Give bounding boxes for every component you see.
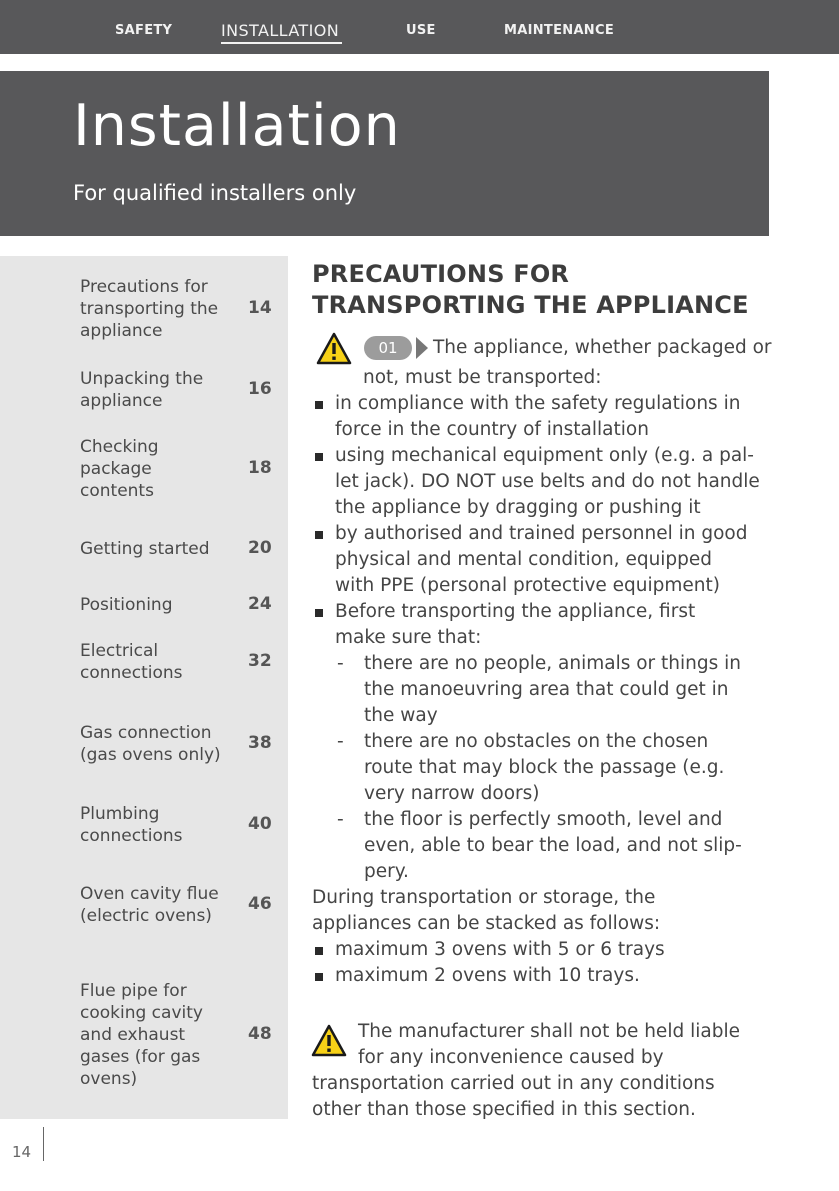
chapter-subtitle: For qualified installers only <box>73 181 357 205</box>
toc-item-label: Oven cavity flue <box>80 884 219 904</box>
sub-item-text: even, able to bear the load, and not slip- <box>364 835 742 856</box>
intro-text: The appliance, whether packaged or <box>433 337 772 358</box>
toc-item-label: appliance <box>80 321 163 341</box>
sub-item-text: there are no people, animals or things in <box>364 653 742 674</box>
toc-item-label: Checking <box>80 437 159 457</box>
bullet-text: let jack). DO NOT use belts and do not handle <box>335 471 760 492</box>
bullet-marker <box>315 453 323 461</box>
section-heading <box>312 259 749 321</box>
bullet-text: using mechanical equipment only (e.g. a pal- <box>335 445 754 466</box>
stacking-item-text: maximum 2 ovens with 10 trays. <box>335 965 640 986</box>
sub-item-text: the manoeuvring area that could get in <box>364 679 729 700</box>
toc-item-plumbing[interactable] <box>0 803 288 849</box>
stacking-intro-text: appliances can be stacked as follows: <box>312 913 661 934</box>
toc-item-gas-connection[interactable] <box>0 722 288 768</box>
toc-item-flue-pipe[interactable] <box>0 980 288 1092</box>
toc-item-label: cooking cavity <box>80 1003 203 1023</box>
toc-item-getting-started[interactable] <box>0 538 288 562</box>
section-heading-line: TRANSPORTING THE APPLIANCE <box>312 291 749 319</box>
section-heading-line: PRECAUTIONS FOR <box>312 260 570 288</box>
toc-item-label: (gas ovens only) <box>80 745 221 765</box>
toc-page-number: 48 <box>248 1024 272 1044</box>
sub-item-text: very narrow doors) <box>364 783 540 804</box>
warning-icon <box>316 332 352 365</box>
sub-item-text: there are no obstacles on the chosen <box>364 731 709 752</box>
toc-item-label: Getting started <box>80 539 210 559</box>
toc-item-label: Electrical <box>80 641 159 661</box>
toc-item-label: Precautions for <box>80 277 208 297</box>
toc-item-label: Gas connection <box>80 723 212 743</box>
sub-item-text: pery. <box>364 861 409 882</box>
dash-marker: - <box>337 653 344 674</box>
toc-item-label: ovens) <box>80 1069 138 1089</box>
sub-item-text: the floor is perfectly smooth, level and <box>364 809 723 830</box>
toc-item-unpacking[interactable] <box>0 368 288 414</box>
active-tab-underline <box>221 42 342 44</box>
bullet-text: make sure that: <box>335 627 482 648</box>
bullet-text: in compliance with the safety regulations in <box>335 393 741 414</box>
step-number-badge: 01 <box>364 336 412 360</box>
toc-item-label: connections <box>80 663 183 683</box>
bullet-text: the appliance by dragging or pushing it <box>335 497 701 518</box>
bullet-marker <box>315 401 323 409</box>
nav-tab-maintenance[interactable]: MAINTENANCE <box>504 23 615 38</box>
page-number: 14 <box>12 1143 32 1161</box>
toc-page-number: 20 <box>248 538 272 558</box>
toc-item-label: Positioning <box>80 595 173 615</box>
toc-item-label: contents <box>80 481 154 501</box>
bullet-text: with PPE (personal protective equipment) <box>335 575 721 596</box>
toc-page-number: 14 <box>248 298 272 318</box>
top-navigation <box>0 0 839 54</box>
dash-marker: - <box>337 809 344 830</box>
toc-item-label: transporting the <box>80 299 219 319</box>
nav-tab-use[interactable]: USE <box>406 23 436 38</box>
warning-text: for any inconvenience caused by <box>358 1047 664 1068</box>
bullet-text: physical and mental condition, equipped <box>335 549 713 570</box>
sub-item-text: the way <box>364 705 438 726</box>
toc-page-number: 18 <box>248 458 272 478</box>
toc-item-checking[interactable] <box>0 436 288 504</box>
bullet-text: by authorised and trained personnel in good <box>335 523 748 544</box>
warning-text: The manufacturer shall not be held liable <box>358 1021 740 1042</box>
toc-item-label: Flue pipe for <box>80 981 187 1001</box>
toc-item-label: appliance <box>80 391 163 411</box>
chapter-header <box>0 71 769 236</box>
toc-item-label: package <box>80 459 152 479</box>
stacking-item-text: maximum 3 ovens with 5 or 6 trays <box>335 939 665 960</box>
warning-text: transportation carried out in any conditions <box>312 1073 715 1094</box>
toc-page-number: 46 <box>248 894 272 914</box>
bullet-marker <box>315 973 323 981</box>
stacking-intro-text: During transportation or storage, the <box>312 887 656 908</box>
toc-page-number: 24 <box>248 594 272 614</box>
toc-page-number: 38 <box>248 733 272 753</box>
bullet-marker <box>315 609 323 617</box>
toc-item-electrical[interactable] <box>0 640 288 686</box>
chapter-title: Installation <box>73 93 401 159</box>
nav-tab-installation[interactable]: INSTALLATION <box>221 21 340 40</box>
bullet-marker <box>315 947 323 955</box>
toc-page-number: 16 <box>248 379 272 399</box>
toc-page-number: 40 <box>248 814 272 834</box>
toc-item-label: Unpacking the <box>80 369 204 389</box>
bullet-text: Before transporting the appliance, first <box>335 601 696 622</box>
toc-item-label: gases (for gas <box>80 1047 201 1067</box>
warning-icon <box>311 1024 347 1057</box>
step-arrow-icon <box>416 337 428 359</box>
toc-item-label: Plumbing <box>80 804 160 824</box>
toc-page-number: 32 <box>248 651 272 671</box>
toc-item-positioning[interactable] <box>0 594 288 618</box>
dash-marker: - <box>337 731 344 752</box>
warning-text: other than those specified in this section. <box>312 1099 696 1120</box>
toc-item-precautions[interactable] <box>0 276 288 346</box>
intro-text: not, must be transported: <box>363 367 602 388</box>
nav-tab-safety[interactable]: SAFETY <box>115 23 173 38</box>
toc-item-label: (electric ovens) <box>80 906 212 926</box>
bullet-text: force in the country of installation <box>335 419 649 440</box>
toc-item-label: connections <box>80 826 183 846</box>
bullet-marker <box>315 531 323 539</box>
toc-item-oven-flue[interactable] <box>0 883 288 929</box>
toc-sidebar <box>0 256 288 1119</box>
footer-divider <box>43 1127 44 1161</box>
sub-item-text: route that may block the passage (e.g. <box>364 757 725 778</box>
toc-item-label: and exhaust <box>80 1025 186 1045</box>
